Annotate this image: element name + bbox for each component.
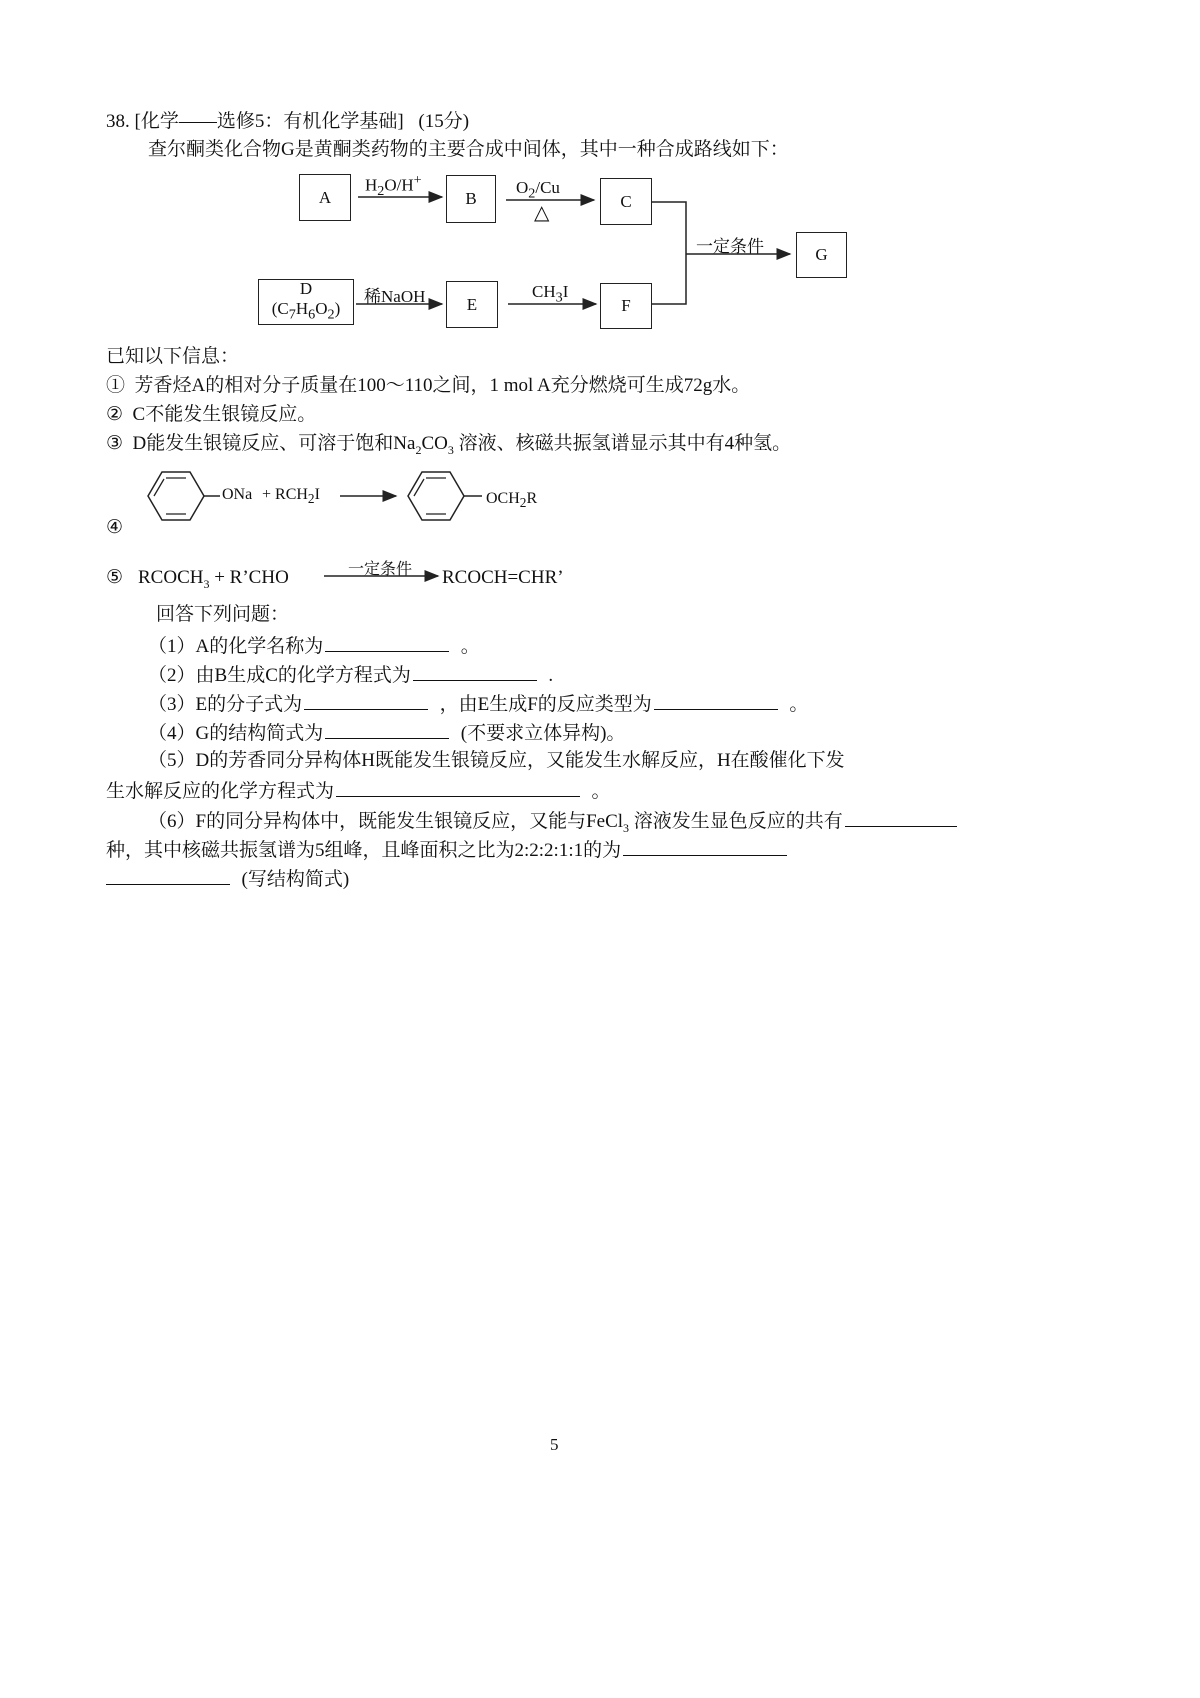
question-number: 38. [106, 111, 130, 132]
answer-blank[interactable] [325, 633, 449, 652]
known-item-2: ② C不能发生银镜反应。 [106, 404, 317, 425]
score: (15分) [418, 111, 470, 132]
answer-title: 回答下列问题： [156, 604, 290, 625]
label-to-g: 一定条件 [696, 237, 764, 256]
answer-blank[interactable] [106, 866, 230, 885]
reaction-5-mark: ⑤ [106, 567, 124, 588]
question-6-line2: 种，其中核磁共振氢谱为5组峰，且峰面积之比为2:2:2:1:1的为 [106, 837, 789, 863]
question-4: （4）G的结构简式为 (不要求立体异构)。 [148, 720, 625, 746]
question-1: （1）A的化学名称为 。 [148, 633, 480, 659]
answer-blank[interactable] [325, 720, 449, 739]
box-g: G [796, 232, 847, 278]
reagent-rch2i: + $RCH_2I$ [262, 486, 320, 507]
answer-blank[interactable] [845, 808, 957, 827]
known-item-1: ① 芳香烃A的相对分子质量在100～110之间，1 mol A充分燃烧可生成72g水。 [106, 375, 751, 396]
label-d-e: 稀NaOH [364, 287, 426, 306]
known-title: 已知以下信息： [106, 346, 240, 367]
question-6-line1: （6）F的同分异构体中，既能发生银镜反应，又能与FeCl$_3$ 溶液发生显色反应的共有 [148, 808, 959, 840]
answer-blank[interactable] [623, 837, 787, 856]
question-5-line2: 生水解反应的化学方程式为 。 [106, 778, 611, 804]
answer-blank[interactable] [413, 662, 537, 681]
page-number: 5 [550, 1435, 559, 1454]
reaction-4-mark: ④ [106, 517, 124, 538]
heat-symbol: △ [534, 202, 550, 224]
answer-blank[interactable] [336, 778, 580, 797]
reaction-5-condition: 一定条件 [348, 561, 413, 578]
answer-blank[interactable] [304, 691, 428, 710]
label-e-f: $CH_3I$ [532, 282, 569, 306]
question-2: （2）由B生成C的化学方程式为 . [148, 662, 553, 688]
question-3: （3）E的分子式为 ，由E生成F的反应类型为 。 [148, 691, 808, 717]
product-group: $OCH_2R$ [486, 490, 538, 511]
reaction-5-arrow-svg [0, 0, 1200, 600]
known-item-3: ③ D能发生银镜反应、可溶于饱和$Na_2CO_3$ 溶液、核磁共振氢谱显示其中有4种氢。 [106, 433, 792, 457]
box-e: E [446, 281, 498, 328]
answer-blank[interactable] [654, 691, 778, 710]
d-formula: $(C_7H_6O_2)$ [271, 299, 341, 323]
section-title: [化学——选修5：有机化学基础] [134, 111, 404, 132]
reaction-5-right: RCOCH=CHR’ [442, 567, 564, 588]
box-b: B [446, 175, 496, 223]
question-5-line1: （5）D的芳香同分异构体H既能发生银镜反应，又能发生水解反应，H在酸催化下发 [148, 750, 845, 771]
intro-text: 查尔酮类化合物G是黄酮类药物的主要合成中间体，其中一种合成路线如下： [148, 139, 789, 160]
question-6-line3: (写结构简式) [106, 866, 349, 892]
reactant-group: ONa [222, 486, 253, 503]
box-d: D $(C_7H_6O_2)$ [258, 279, 354, 325]
reaction-5-left: $RCOCH_3$ + R’CHO [138, 567, 289, 591]
box-c: C [600, 178, 652, 225]
box-f: F [600, 283, 652, 329]
label-a-b: $H_2O/H^+$ [365, 172, 422, 200]
box-a: A [299, 174, 351, 221]
label-b-c: $O_2/Cu$ [516, 178, 560, 202]
